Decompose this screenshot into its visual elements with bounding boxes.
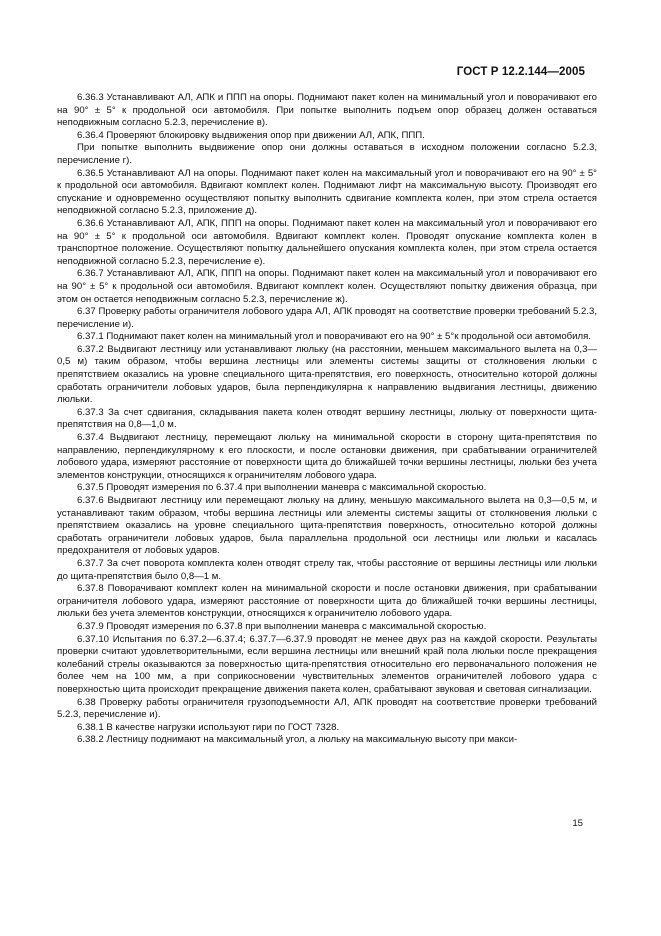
document-header: ГОСТ Р 12.2.144—2005 (456, 66, 585, 78)
paragraph: 6.37.3 За счет сдвигания, складывания пакета колен отводят вершину лестницы, люльку от поверхности щита-препятствия на 0,8—1,0 м. (57, 406, 597, 431)
paragraph: 6.37 Проверку работы ограничителя лобового удара АЛ, АПК проводят на соответствие проверки требований 5.2.3, перечисление и). (57, 306, 597, 330)
paragraph: 6.37.10 Испытания по 6.37.2—6.37.4; 6.37.7—6.37.9 проводят не менее двух раз на каждой скорости. Результаты проверки считают удовлетворительными, если вершина лестницы или внешний край пола люльки после прекращения колебаний стрелы оказываются за поверхностью щита-препятствия относительно его первоначального положения не более чем на 100 мм, а при соприкосновении чувствительных элементов ограничителей лобового удара с поверхностью щита происходит прекращение движения пакета колен, срабатывают звуковая и световая сигнализации. (57, 633, 597, 695)
paragraph: 6.38.1 В качестве нагрузки используют гири по ГОСТ 7328. (77, 721, 340, 733)
paragraph: 6.37.7 За счет поворота комплекта колен отводят стрелу так, чтобы расстояние от вершины лестницы или люльки до щита-препятствия было 0,8—1 м. (57, 557, 597, 582)
paragraph: 6.36.6 Устанавливают АЛ, АПК, ППП на опоры. Поднимают пакет колен на максимальный угол и поворачивают его на 90° ± 5° к продольной оси автомобиля. Вдвигают комплект колен. Проводят опускание комплекта колен в транспортное положение. Осуществляют попытку дальнейшего опускания комплекта колен, при этом стрела остается неподвижной согласно 5.2.3, перечисление е). (57, 217, 597, 267)
paragraph: 6.37.5 Проводят измерения по 6.37.4 при выполнении маневра с максимальной скоростью. (77, 482, 487, 494)
paragraph: 6.36.4 Проверяют блокировку выдвижения опор при движении АЛ, АПК, ППП. (77, 129, 425, 141)
document-body (57, 92, 597, 747)
paragraph: 6.38.2 Лестницу поднимают на максимальный угол, а люльку на максимальную высоту при макси- (77, 734, 518, 746)
paragraph: 6.38 Проверку работы ограничителя грузоподъемности АЛ, АПК проводят на соответствие проверки требований 5.2.3, перечисление и). (57, 696, 597, 721)
paragraph: 6.36.5 Устанавливают АЛ на опоры. Поднимают пакет колен на максимальный угол и поворачивают его на 90° ± 5° к продольной оси автомобиля. Вдвигают комплект колен. Поднимают лифт на максимальную высоту. Производят его спускание и одновременно осуществляют попытку выполнить сдвигание комплекта колен, при этом стрела остается неподвижной согласно 5.2.3, приложение д). (57, 167, 597, 217)
paragraph: 6.37.2 Выдвигают лестницу или устанавливают люльку (на расстоянии, меньшем максимального вылета на 0,3—0,5 м) таким образом, чтобы вершина лестницы или элементы системы защиты от столкновения люльки с препятствием оказались на уровне специального щита-препятствия, его поверхность, относительно которой должны сработать ограничители лобовых ударов, была перпендикулярна к направлению выдвигания лестницы, движению люльки. (57, 343, 597, 406)
paragraph: При попытке выполнить выдвижение опор они должны оставаться в исходном положении согласно 5.2.3, перечисление г). (57, 142, 597, 166)
paragraph: 6.37.1 Поднимают пакет колен на минимальный угол и поворачивают его на 90° ± 5°к продольной оси автомобиля. (77, 331, 591, 343)
paragraph: 6.36.3 Устанавливают АЛ, АПК и ППП на опоры. Поднимают пакет колен на минимальный угол и поворачивают его на 90° ± 5° к продольной оси автомобиля. При попытке выполнить подъем опор образец должен оставаться неподвижным согласно 5.2.3, перечисление в). (57, 92, 597, 129)
page-number: 15 (572, 818, 583, 829)
paragraph: 6.37.6 Выдвигают лестницу или перемещают люльку на длину, меньшую максимального вылета на 0,3—0,5 м, и устанавливают таким образом, чтобы вершина лестницы или элементы системы защиты от столкновения люльки с препятствием оказались на уровне специального щита-препятствия поверхность, относительно которой должны сработать ограничители лобовых ударов, была параллельна продольной оси лестницы или люльки и касалась предохранителя от лобовых ударов. (57, 495, 597, 557)
paragraph: 6.37.9 Проводят измерения по 6.37.8 при выполнении маневра с максимальной скоростью. (77, 620, 487, 632)
paragraph: 6.36.7 Устанавливают АЛ, АПК, ППП на опоры. Поднимают пакет колен на максимальный угол и поворачивают его на 90° ± 5° к продольной оси автомобиля. Вдвигают комплект колен. Осуществляют попытку движения образца, при этом он остается неподвижным согласно 5.2.3, перечисление ж). (57, 268, 597, 305)
paragraph: 6.37.4 Выдвигают лестницу, перемещают люльку на минимальной скорости в сторону щита-препятствия по направлению, перпендикулярному к его плоскости, и после остановки движения, при срабатывании ограничителей лобового удара, измеряют расстояние от поверхности щита до ближайшей точки вершины лестницы, люльки без учета элементов конструкции, относящихся к ограничителям лобового удара. (57, 432, 597, 481)
paragraph: 6.37.8 Поворачивают комплект колен на минимальной скорости и после остановки движения, при срабатывании ограничителя лобового удара, измеряют расстояние от поверхности щита до ближайшей точки вершины лестницы, люльки без учета элементов конструкции, относящихся к ограничителю лобового удара. (57, 583, 597, 620)
